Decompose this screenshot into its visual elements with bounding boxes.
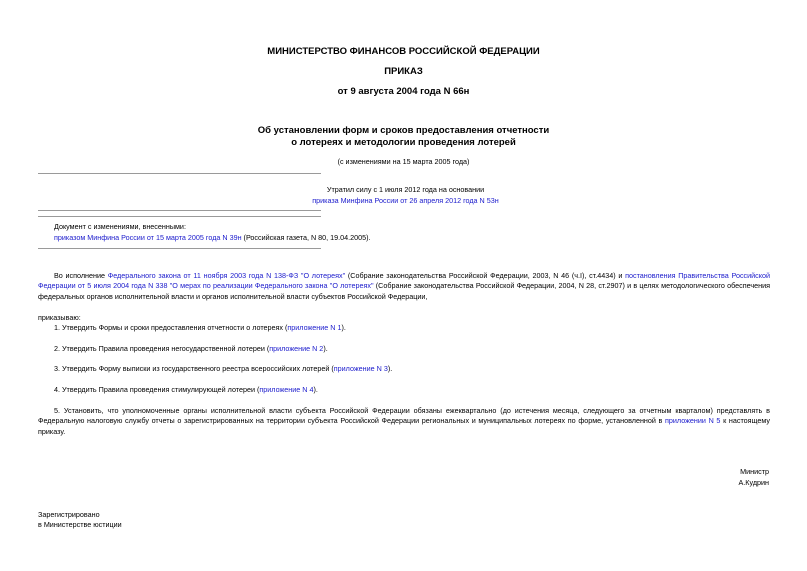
divider-line	[38, 248, 321, 249]
government-decree-link[interactable]: постановления Правительства Российской Федерации от 5 июля 2004 года N 338 "О мерах по реализации Федерального закона "О лотереях"	[38, 271, 770, 291]
appendix-4-link[interactable]: приложение N 4	[259, 385, 314, 394]
signature-name: А.Кудрин	[738, 478, 769, 487]
title-line-1: Об установлении форм и сроков предоставления отчетности	[257, 125, 550, 136]
appendix-5-link[interactable]: приложении N 5	[665, 416, 721, 426]
appendix-1-link[interactable]: приложение N 1	[287, 323, 342, 332]
order-word: приказываю:	[38, 313, 81, 322]
list-item	[54, 344, 328, 354]
list-item-text: 2. Утвердить Правила проведения негосударственной лотереи (	[54, 344, 270, 353]
federal-law-link[interactable]: Федерального закона от 11 ноября 2003 года N 138-ФЗ "О лотереях"	[107, 271, 346, 280]
signature-title: Министр	[740, 467, 769, 476]
expired-order-link[interactable]: приказа Минфина России от 26 апреля 2012 года N 53н	[312, 196, 499, 205]
preamble-paragraph	[38, 271, 770, 302]
appendix-2-link[interactable]: приложение N 2	[269, 344, 324, 353]
list-item-tail: ).	[323, 344, 328, 353]
changes-intro: Документ с изменениями, внесенными:	[54, 222, 186, 231]
list-item-text: 5. Установить, что уполномоченные органы исполнительной власти субъекта Российской Федерации обязаны ежеквартально (до истечения месяца, следующего за отчетным кварталом) представлять в Федеральную налоговую службу отчеты о зарегистрированных на территории субъекта Российской Федерации региональных и муниципальных лотереях по форме, установленной в	[38, 406, 770, 426]
preamble-text-1: Во исполнение	[54, 271, 108, 280]
date-number-heading: от 9 августа 2004 года N 66н	[337, 86, 470, 97]
expired-notice: Утратил силу с 1 июля 2012 года на основании	[326, 185, 485, 194]
list-item-tail: ).	[313, 385, 318, 394]
preamble-text-3: (Собрание законодательства Российской Федерации, 2004, N 28, ст.2907) и в целях методологического обеспечения федеральных органов исполнительной власти и органов исполнительной власти субъектов Российской Федерации,	[38, 281, 770, 301]
list-item-tail: к настоящему приказу.	[38, 416, 770, 436]
list-item	[54, 385, 318, 395]
divider-line	[38, 216, 321, 217]
changes-tail: (Российская газета, N 80, 19.04.2005).	[241, 233, 371, 242]
doc-type-heading: ПРИКАЗ	[384, 66, 423, 77]
list-item-text: 4. Утвердить Правила проведения стимулирующей лотереи (	[54, 385, 260, 394]
list-item	[54, 364, 392, 374]
divider-line	[38, 210, 321, 211]
changes-order-link[interactable]: приказом Минфина России от 15 марта 2005 года N 39н	[54, 233, 242, 242]
list-item-text: 3. Утвердить Форму выписки из государственного реестра всероссийских лотерей (	[54, 364, 334, 373]
list-item-5	[38, 406, 770, 437]
list-item-tail: ).	[341, 323, 346, 332]
registration-line-1: Зарегистрировано	[38, 510, 100, 519]
registration-line-2: в Министерстве юстиции	[38, 520, 122, 529]
divider-line	[38, 173, 321, 174]
amendment-note: (с изменениями на 15 марта 2005 года)	[337, 157, 470, 166]
appendix-3-link[interactable]: приложение N 3	[333, 364, 388, 373]
ministry-heading: МИНИСТЕРСТВО ФИНАНСОВ РОССИЙСКОЙ ФЕДЕРАЦИИ	[267, 46, 540, 57]
list-item-text: 1. Утвердить Формы и сроки предоставления отчетности о лотереях (	[54, 323, 288, 332]
title-line-2: о лотереях и методологии проведения лотерей	[291, 137, 516, 148]
changes-line	[54, 233, 371, 243]
expired-notice-line2	[0, 196, 807, 206]
list-item	[54, 323, 346, 333]
preamble-text-2: (Собрание законодательства Российской Федерации, 2003, N 46 (ч.I), ст.4434) и	[345, 271, 626, 280]
list-item-tail: ).	[387, 364, 393, 373]
